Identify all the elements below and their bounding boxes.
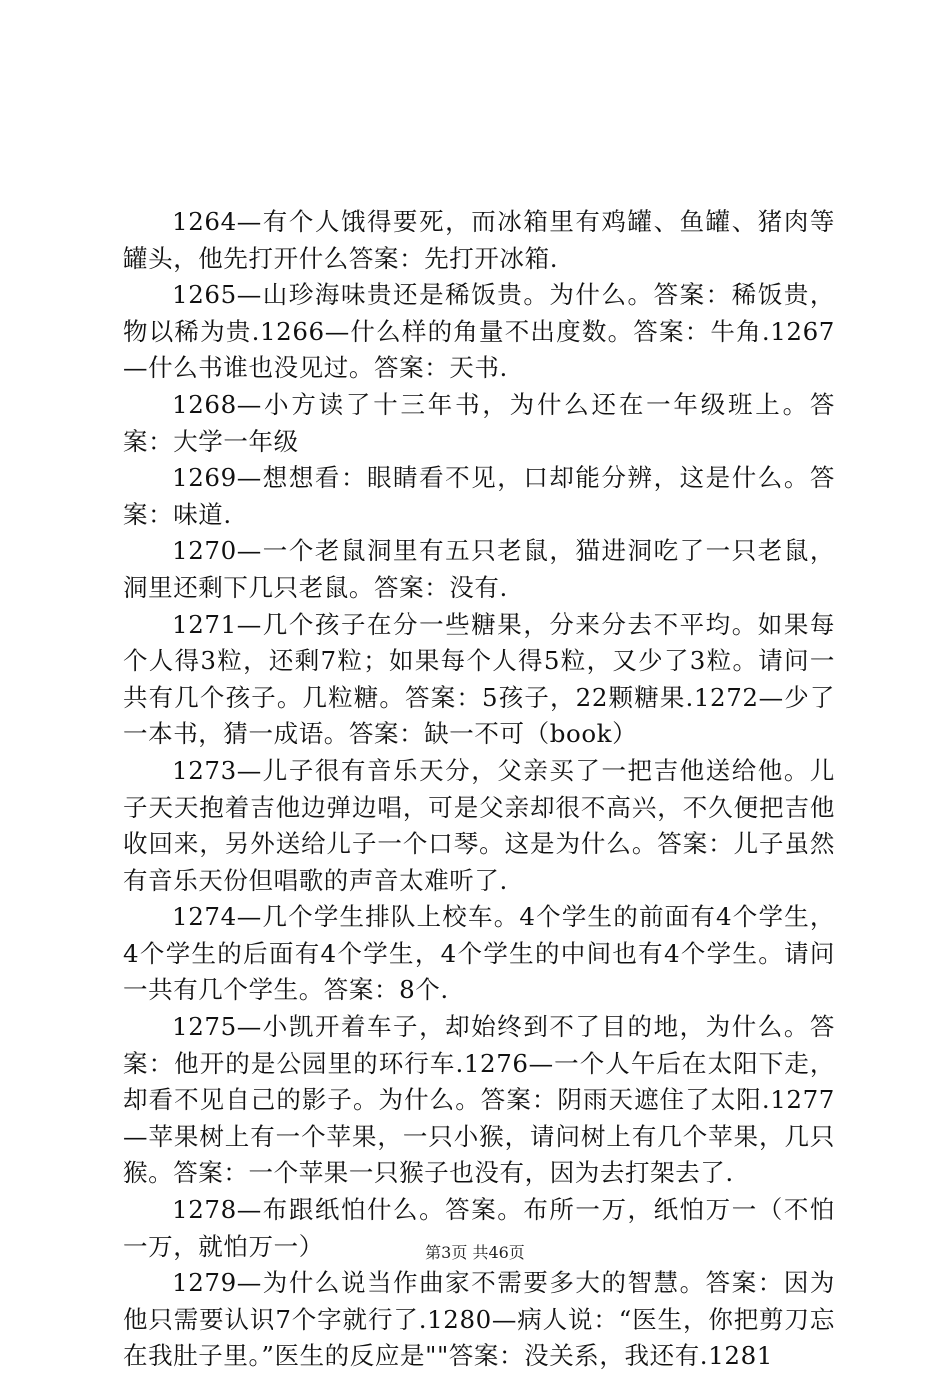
paragraph-1265: 1265—山珍海味贵还是稀饭贵。为什么。答案：稀饭贵，物以稀为贵.1266—什么样的角量不出度数。答案：牛角.1267—什么书谁也没见过。答案：天书.	[123, 280, 835, 383]
paragraph-1274: 1274—几个学生排队上校车。4个学生的前面有4个学生，4个学生的后面有4个学生，4个学生的中间也有4个学生。请问一共有几个学生。答案：8个.	[123, 902, 835, 1005]
paragraph-1271: 1271—几个孩子在分一些糖果，分来分去不平均。如果每个人得3粒，还剩7粒；如果每个人得5粒，又少了3粒。请问一共有几个孩子。几粒糖。答案：5孩子，22颗糖果.1272—少了一本书，猜一成语。答案：缺一不可（book）	[123, 609, 835, 749]
paragraph-1273: 1273—儿子很有音乐天分，父亲买了一把吉他送给他。儿子天天抱着吉他边弹边唱，可是父亲却很不高兴，不久便把吉他收回来，另外送给儿子一个口琴。这是为什么。答案：儿子虽然有音乐天份但唱歌的声音太难听了.	[123, 755, 835, 895]
paragraph-1268: 1268—小方读了十三年书，为什么还在一年级班上。答案：大学一年级	[123, 389, 835, 456]
paragraph-1278: 1278—布跟纸怕什么。答案。布所一万，纸怕万一（不怕一万，就怕万一）	[123, 1195, 835, 1261]
paragraph-1269: 1269—想想看：眼睛看不见，口却能分辨，这是什么。答案：味道.	[123, 463, 835, 529]
document-body	[123, 204, 835, 1375]
paragraph-1275: 1275—小凯开着车子，却始终到不了目的地，为什么。答案：他开的是公园里的环行车.1276—一个人午后在太阳下走，却看不见自己的影子。为什么。答案：阴雨天遮住了太阳.1277—苹果树上有一个苹果，一只小猴，请问树上有几个苹果，几只猴。答案：一个苹果一只猴子也没有，因为去打架去了.	[123, 1012, 835, 1188]
paragraph-1270: 1270—一个老鼠洞里有五只老鼠，猫进洞吃了一只老鼠，洞里还剩下几只老鼠。答案：没有.	[123, 536, 835, 602]
paragraph-1279: 1279—为什么说当作曲家不需要多大的智慧。答案：因为他只需要认识7个字就行了.1280—病人说：“医生，你把剪刀忘在我肚子里。”医生的反应是""答案：没关系，我还有.1281	[123, 1268, 835, 1371]
page-footer: 第3页 共46页	[425, 1243, 525, 1262]
paragraph-1264: 1264—有个人饿得要死，而冰箱里有鸡罐、鱼罐、猪肉等罐头，他先打开什么答案：先打开冰箱.	[123, 207, 835, 273]
